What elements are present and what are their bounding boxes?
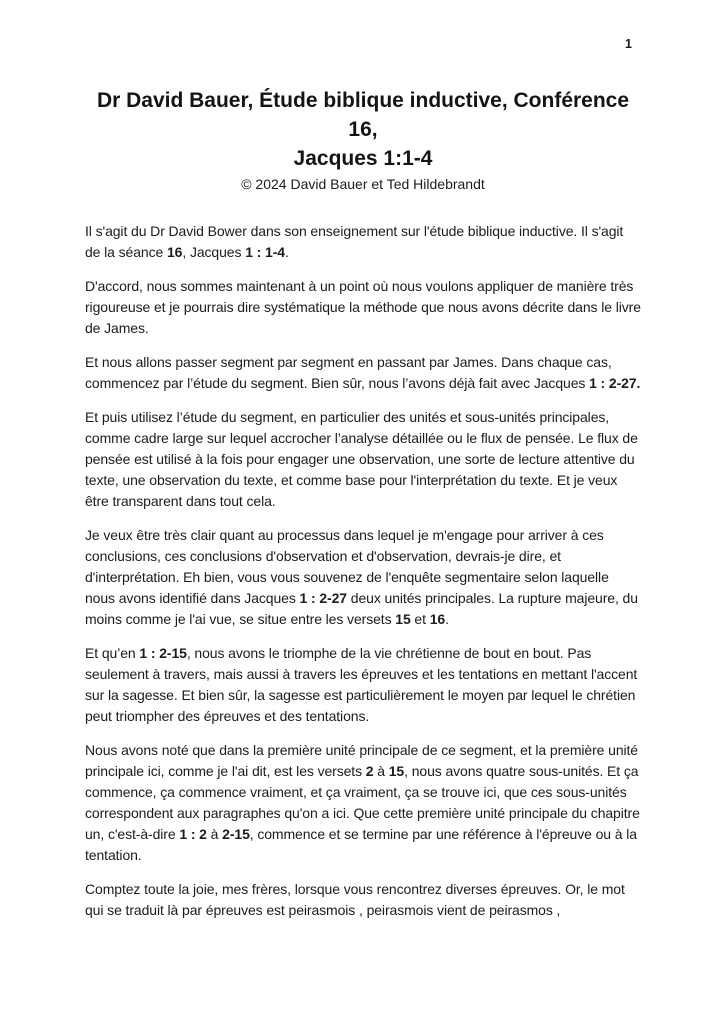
bold-text-run: 15 <box>388 763 405 779</box>
text-run: Comptez toute la joie, mes frères, lorsque vous rencontrez diverses épreuves. Or, le mot qui se traduit là par épreuves est peirasmois , peirasmois vient de peirasmos , <box>85 881 625 918</box>
bold-text-run: 1 : 2 <box>179 826 207 842</box>
text-run: , Jacques <box>182 244 246 260</box>
paragraph <box>85 879 641 921</box>
text-run: , commence et se termine par une référence à l'épreuve ou à la tentation. <box>85 826 637 863</box>
text-run: deux unités principales. La rupture majeure, du moins comme je l'ai vue, se situe entre les versets <box>85 590 638 627</box>
text-run: . <box>445 611 449 627</box>
bold-text-run: 2-15 <box>222 826 250 842</box>
text-run: Il s'agit du Dr David Bower dans son enseignement sur l'étude biblique inductive. Il s'agit de la séance <box>85 223 624 260</box>
bold-text-run: 1 : 1-4 <box>245 244 285 260</box>
title-line-1: Dr David Bauer, Étude biblique inductive, Conférence <box>96 89 630 112</box>
bold-text-run: 15 <box>395 611 411 627</box>
text-run: Je veux être très clair quant au processus dans lequel je m'engage pour arriver à ces conclusions, ces conclusions d'observation et d'observation, devrais-je dire, et d'interprétation. Eh bien, vous vous souvenez de l'enquête segmentaire selon laquelle nous avons identifié dans Jacques <box>85 527 609 606</box>
title-line-2: 16, <box>348 118 378 141</box>
copyright-line: © 2024 David Bauer et Ted Hildebrandt <box>241 176 485 192</box>
text-run: à <box>206 826 223 842</box>
paragraphs <box>85 221 641 921</box>
paragraph <box>85 352 641 394</box>
text-run: Nous avons noté que dans la première unité principale de ce segment, et la première unité principale ici, comme je l'ai dit, est les versets <box>85 742 638 779</box>
paragraph <box>85 221 641 263</box>
bold-text-run: 2 <box>365 763 374 779</box>
text-run: Et puis utilisez l’étude du segment, en particulier des unités et sous-unités principales, comme cadre large sur lequel accrocher l’analyse détaillée ou le flux de pensée. Le flux de pensée est utilisé à la fois pour engager une observation, une sorte de lecture attentive du texte, une observation du texte, et comme base pour l'interprétation du texte. Et je veux être transparent dans tout cela. <box>85 409 638 509</box>
title-line-3: Jacques 1:1-4 <box>293 147 433 170</box>
paragraph <box>85 740 641 866</box>
bold-text-run: 16 <box>429 611 446 627</box>
page-number: 1 <box>625 37 632 51</box>
paragraph <box>85 276 641 339</box>
paragraph <box>85 643 641 727</box>
text-run: , nous avons le triomphe de la vie chrétienne de bout en bout. Pas seulement à travers, mais aussi à travers les épreuves et les tentations en mettant l'accent sur la sagesse. Et bien sûr, la sagesse est particulièrement le moyen par lequel le chrétien peut triompher des épreuves et des tentations. <box>85 645 638 724</box>
page-content <box>85 0 641 934</box>
bold-text-run: 1 : 2-15 <box>139 645 187 661</box>
text-run: . <box>284 244 289 260</box>
document-title <box>85 86 641 173</box>
bold-text-run: 1 : 2-27. <box>589 375 641 391</box>
paragraph <box>85 525 641 630</box>
text-run: , nous avons quatre sous-unités. Et ça commence, ça commence vraiment, et ça vraiment, ça se trouve ici, que ces sous-unités correspondent aux paragraphes qu'on a ici. Que cette première unité principale du chapitre un, c'est-à-dire <box>85 763 640 842</box>
bold-text-run: 1 : 2-27 <box>299 590 347 606</box>
text-run: Et nous allons passer segment par segment en passant par James. Dans chaque cas, commencez par l’étude du segment. Bien sûr, nous l’avons déjà fait avec Jacques <box>85 354 612 391</box>
text-run: D'accord, nous sommes maintenant à un point où nous voulons appliquer de manière très rigoureuse et je pourrais dire systématique la méthode que nous avons décrite dans le livre de James. <box>85 278 641 336</box>
paragraph <box>85 407 641 512</box>
text-run: Et qu’en <box>85 645 140 661</box>
text-run: et <box>410 611 430 627</box>
text-run: à <box>373 763 389 779</box>
bold-text-run: 16 <box>166 244 183 260</box>
